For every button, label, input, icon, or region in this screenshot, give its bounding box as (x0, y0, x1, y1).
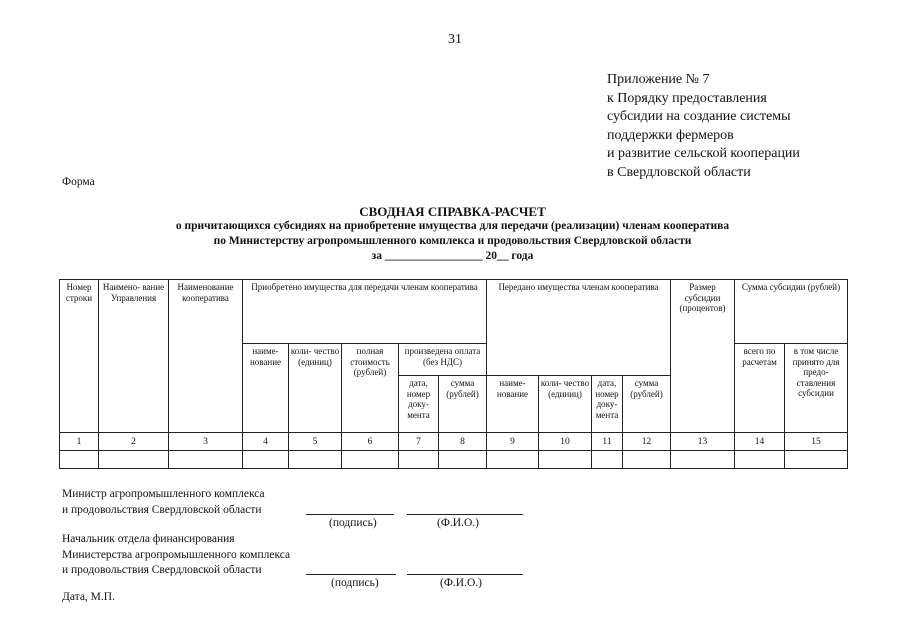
data-cell[interactable] (785, 451, 848, 469)
header-transferred: Передано имущества членам кооператива (487, 280, 671, 376)
data-cell[interactable] (289, 451, 342, 469)
column-number: 9 (487, 433, 539, 451)
column-number: 15 (785, 433, 848, 451)
header-acq-paid-sum: сумма (рублей) (439, 376, 487, 433)
head-name-line[interactable] (407, 574, 523, 575)
header-sum-total: всего по расчетам (735, 344, 785, 433)
data-cell[interactable] (592, 451, 623, 469)
head-title: Начальник отдела финансирования Министерства агропромышленного комплекса и продовольствия Свердловской области (62, 533, 291, 577)
data-cell[interactable] (60, 451, 99, 469)
data-cell[interactable] (439, 451, 487, 469)
empty-data-row (60, 451, 848, 469)
data-cell[interactable] (487, 451, 539, 469)
column-number: 6 (342, 433, 399, 451)
minister-title: Министр агропромышленного комплекса и продовольствия Свердловской области (62, 488, 265, 516)
appendix-block (607, 71, 800, 183)
header-tr-qty: коли- чество (единиц) (539, 376, 592, 433)
header-cooperative: Наименование кооператива (169, 280, 243, 433)
column-number: 3 (169, 433, 243, 451)
column-number: 7 (399, 433, 439, 451)
head-signature-line[interactable] (306, 574, 396, 575)
column-number-row (60, 433, 848, 451)
data-cell[interactable] (399, 451, 439, 469)
column-number: 1 (60, 433, 99, 451)
name-caption: (Ф.И.О.) (437, 517, 479, 529)
column-number: 10 (539, 433, 592, 451)
header-sum-accepted: в том числе принято для предо- ставления субсидии (785, 344, 848, 433)
header-acq-name: наиме- нование (243, 344, 289, 433)
data-cell[interactable] (342, 451, 399, 469)
data-cell[interactable] (671, 451, 735, 469)
data-cell[interactable] (99, 451, 169, 469)
data-cell[interactable] (243, 451, 289, 469)
header-acq-paid-date: дата, номер доку- мента (399, 376, 439, 433)
header-row-number: Номер строки (60, 280, 99, 433)
name-caption: (Ф.И.О.) (440, 577, 482, 589)
appendix-line: к Порядку предоставления (607, 90, 767, 106)
minister-name-line[interactable] (407, 514, 523, 515)
column-number: 11 (592, 433, 623, 451)
minister-signature-line[interactable] (306, 514, 394, 515)
date-stamp-label: Дата, М.П. (62, 591, 115, 603)
column-number: 13 (671, 433, 735, 451)
document-subtitle: о причитающихся субсидиях на приобретение имущества для передачи (реализации) членам кооператива (175, 220, 730, 232)
data-cell[interactable] (623, 451, 671, 469)
header-subsidy-rate: Размер субсидии (процентов) (671, 280, 735, 433)
form-label: Форма (62, 176, 95, 188)
column-number: 8 (439, 433, 487, 451)
column-number: 5 (289, 433, 342, 451)
column-number: 12 (623, 433, 671, 451)
header-acq-qty: коли- чество (единиц) (289, 344, 342, 433)
report-table (59, 279, 848, 469)
period-line: за _________________ 20__ года (371, 250, 534, 262)
appendix-line: Приложение № 7 (607, 72, 710, 87)
signature-caption: (подпись) (329, 517, 377, 529)
appendix-line: и развитие сельской кооперации (607, 146, 800, 162)
appendix-line: в Свердловской области (607, 164, 751, 180)
data-cell[interactable] (735, 451, 785, 469)
document-title: СВОДНАЯ СПРАВКА-РАСЧЕТ (359, 204, 546, 219)
signature-caption: (подпись) (331, 577, 379, 589)
appendix-line: поддержки фермеров (607, 127, 734, 143)
column-number: 14 (735, 433, 785, 451)
header-tr-sum: сумма (рублей) (623, 376, 671, 433)
appendix-line: субсидии на создание системы (607, 109, 791, 125)
header-tr-date: дата, номер доку- мента (592, 376, 623, 433)
data-cell[interactable] (169, 451, 243, 469)
header-tr-name: наиме- нование (487, 376, 539, 433)
header-department: Наимено- вание Управления (99, 280, 169, 433)
column-number: 4 (243, 433, 289, 451)
column-number: 2 (99, 433, 169, 451)
header-acq-paid: произведена оплата (без НДС) (399, 344, 487, 376)
header-acquired: Приобретено имущества для передачи членам кооператива (243, 280, 487, 344)
page-number: 31 (448, 32, 462, 47)
data-cell[interactable] (539, 451, 592, 469)
header-acq-full-cost: полная стоимость (рублей) (342, 344, 399, 433)
document-subtitle: по Министерству агропромышленного комплекса и продовольствия Свердловской области (213, 235, 692, 247)
header-subsidy-sum: Сумма субсидии (рублей) (735, 280, 848, 344)
